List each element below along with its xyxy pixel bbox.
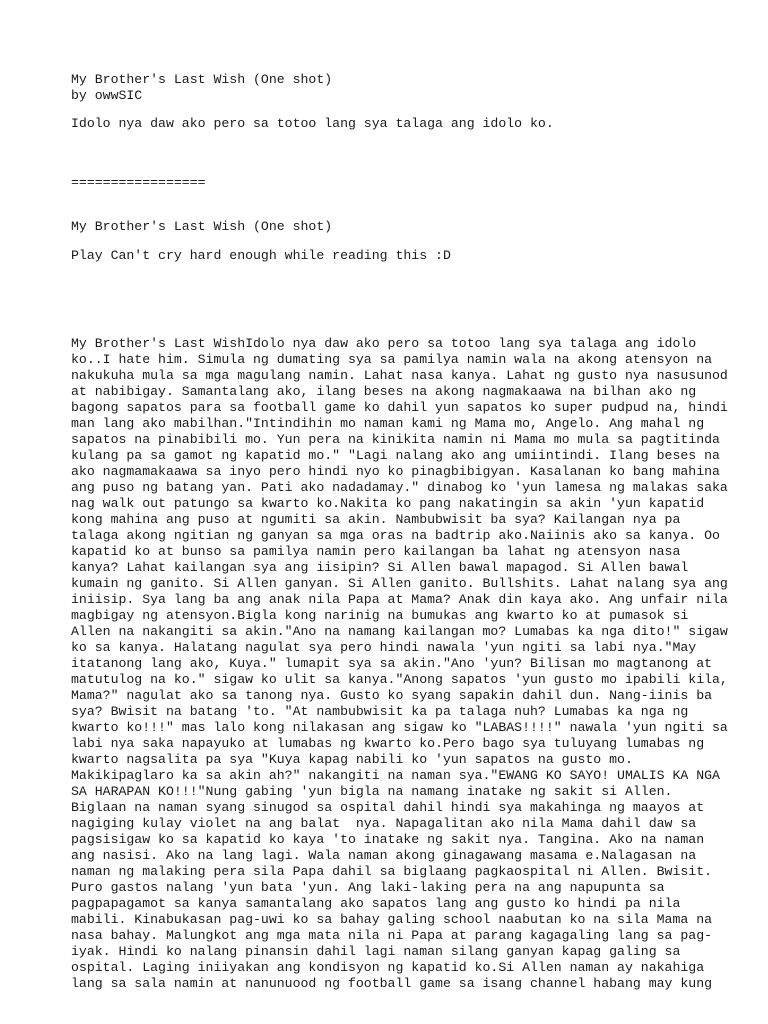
story-body-line: ang nasisi. Ako na lang lagi. Wala naman akong ginagawang masama e.Nalagasan na xyxy=(71,848,697,863)
story-body-line: Biglaan na naman syang sinugod sa ospital dahil hindi sya makahinga ng maayos at xyxy=(71,800,705,815)
play-note: Play Can't cry hard enough while reading this :D xyxy=(71,248,451,263)
story-body-line: bagong sapatos para sa football game ko dahil yun sapatos ko super pudpud na, hindi xyxy=(71,400,728,415)
story-body-line: My Brother's Last WishIdolo nya daw ako pero sa totoo lang sya talaga ang idolo xyxy=(71,336,697,351)
story-body-line: naman ng malaking pera sila Papa dahil sa biglaang pagkaospital ni Allen. Bwisit. xyxy=(71,864,713,879)
story-body-line: kanya? Lahat kailangan sya ang iisipin? Si Allen bawal mapagod. Si Allen bawal xyxy=(71,560,689,575)
story-body-line: SA HARAPAN KO!!!"Nung gabing 'yun bigla na namang inatake ng sakit si Allen. xyxy=(71,784,673,799)
story-title-repeat: My Brother's Last Wish (One shot) xyxy=(71,219,333,234)
story-body-line: iniisip. Sya lang ba ang anak nila Papa at Mama? Anak din kaya ako. Ang unfair nila xyxy=(71,592,728,607)
story-body-line: kapatid ko at bunso sa pamilya namin pero kailangan ba lahat ng atensyon nasa xyxy=(71,544,681,559)
story-body xyxy=(71,336,728,992)
story-body-line: lang sa sala namin at nanunuood ng football game sa isang channel habang may kung xyxy=(71,976,713,991)
story-tagline: Idolo nya daw ako pero sa totoo lang sya talaga ang idolo ko. xyxy=(71,116,554,131)
story-body-line: Mama?" nagulat ako sa tanong nya. Gusto ko syang sapakin dahil dun. Nang-iinis ba xyxy=(71,688,713,703)
story-body-line: ang puso ng batang yan. Pati ako nadadamay." dinabog ko 'yun lamesa ng malakas saka xyxy=(71,480,728,495)
story-body-line: nag walk out patungo sa kwarto ko.Nakita ko pang nakatingin sa akin 'yun kapatid xyxy=(71,496,705,511)
story-body-line: mabili. Kinabukasan pag-uwi ko sa bahay galing school naabutan ko na sila Mama na xyxy=(71,912,713,927)
story-body-line: pagpapagamot sa kanya samantalang ako sapatos lang ang gusto ko hindi pa nila xyxy=(71,896,681,911)
story-body-line: labi nya saka napayuko at lumabas ng kwarto ko.Pero bago sya tuluyang lumabas ng xyxy=(71,736,705,751)
story-body-line: nasa bahay. Malungkot ang mga mata nila ni Papa at parang kagagaling lang sa pag- xyxy=(71,928,713,943)
story-body-line: kwarto ko!!!" mas lalo kong nilakasan ang sigaw ko "LABAS!!!!" nawala 'yun ngiti sa xyxy=(71,720,728,735)
story-body-line: matutulog na ko." sigaw ko ulit sa kanya."Anong sapatos 'yun gusto mo ipabili kila, xyxy=(71,672,728,687)
story-body-line: sapatos na pinabibili mo. Yun pera na kinikita namin ni Mama mo mula sa pagtitinda xyxy=(71,432,720,447)
story-body-line: pagsisigaw ko sa kapatid ko kaya 'to inatake ng sakit nya. Tangina. Ako na naman xyxy=(71,832,705,847)
story-body-line: Allen na nakangiti sa akin."Ano na namang kailangan mo? Lumabas ka nga dito!" sigaw xyxy=(71,624,728,639)
story-body-line: kulang pa sa gamot ng kapatid mo." "Lagi nalang ako ang umiintindi. Ilang beses na xyxy=(71,448,720,463)
story-body-line: ko..I hate him. Simula ng dumating sya sa pamilya namin wala na akong atensyon na xyxy=(71,352,713,367)
story-body-line: kong mahina ang puso at ngumiti sa akin. Nambubwisit ba sya? Kailangan nya pa xyxy=(71,512,681,527)
story-body-line: nagiging kulay violet na ang balat nya. Napagalitan ako nila Mama dahil daw sa xyxy=(71,816,697,831)
story-body-line: iyak. Hindi ko nalang pinansin dahil lagi naman silang ganyan kapag galing sa xyxy=(71,944,681,959)
story-body-line: ospital. Laging iniiyakan ang kondisyon ng kapatid ko.Si Allen naman ay nakahiga xyxy=(71,960,705,975)
story-body-line: at nabibigay. Samantalang ako, ilang beses na akong nagmakaawa na bilhan ako ng xyxy=(71,384,697,399)
story-body-line: kumain ng ganito. Si Allen ganyan. Si Allen ganito. Bullshits. Lahat nalang sya ang xyxy=(71,576,728,591)
story-author: by owwSIC xyxy=(71,88,143,103)
story-body-line: Makikipaglaro ka sa akin ah?" nakangiti na naman sya."EWANG KO SAYO! UMALIS KA NGA xyxy=(71,768,720,783)
story-body-line: ako nagmamakaawa sa inyo pero hindi nyo ko pinagbibigyan. Kasalanan ko bang mahina xyxy=(71,464,720,479)
story-body-line: Puro gastos nalang 'yun bata 'yun. Ang laki-laking pera na ang napupunta sa xyxy=(71,880,665,895)
story-body-line: kwarto nagsalita pa sya "Kuya kapag nabili ko 'yun sapatos na gusto mo. xyxy=(71,752,633,767)
story-body-line: man lang ako mabilhan."Intindihin mo naman kami ng Mama mo, Angelo. Ang mahal ng xyxy=(71,416,705,431)
story-body-line: talaga akong ngitian ng ganyan sa mga oras na badtrip ako.Naiinis ako sa kanya. Oo xyxy=(71,528,720,543)
story-body-line: sya? Bwisit na batang 'to. "At nambubwisit ka pa talaga nuh? Lumabas ka nga ng xyxy=(71,704,689,719)
story-body-line: nakukuha mula sa mga magulang namin. Lahat nasa kanya. Lahat ng gusto nya nasusunod xyxy=(71,368,728,383)
story-body-line: itatanong lang ako, Kuya." lumapit sya sa akin."Ano 'yun? Bilisan mo magtanong at xyxy=(71,656,713,671)
story-body-line: magbigay ng atensyon.Bigla kong narinig na bumukas ang kwarto ko at pumasok si xyxy=(71,608,689,623)
section-divider: ================= xyxy=(71,175,206,190)
story-title: My Brother's Last Wish (One shot) xyxy=(71,72,333,87)
story-body-line: ko sa kanya. Halatang nagulat sya pero hindi nawala 'yun ngiti sa labi nya."May xyxy=(71,640,697,655)
